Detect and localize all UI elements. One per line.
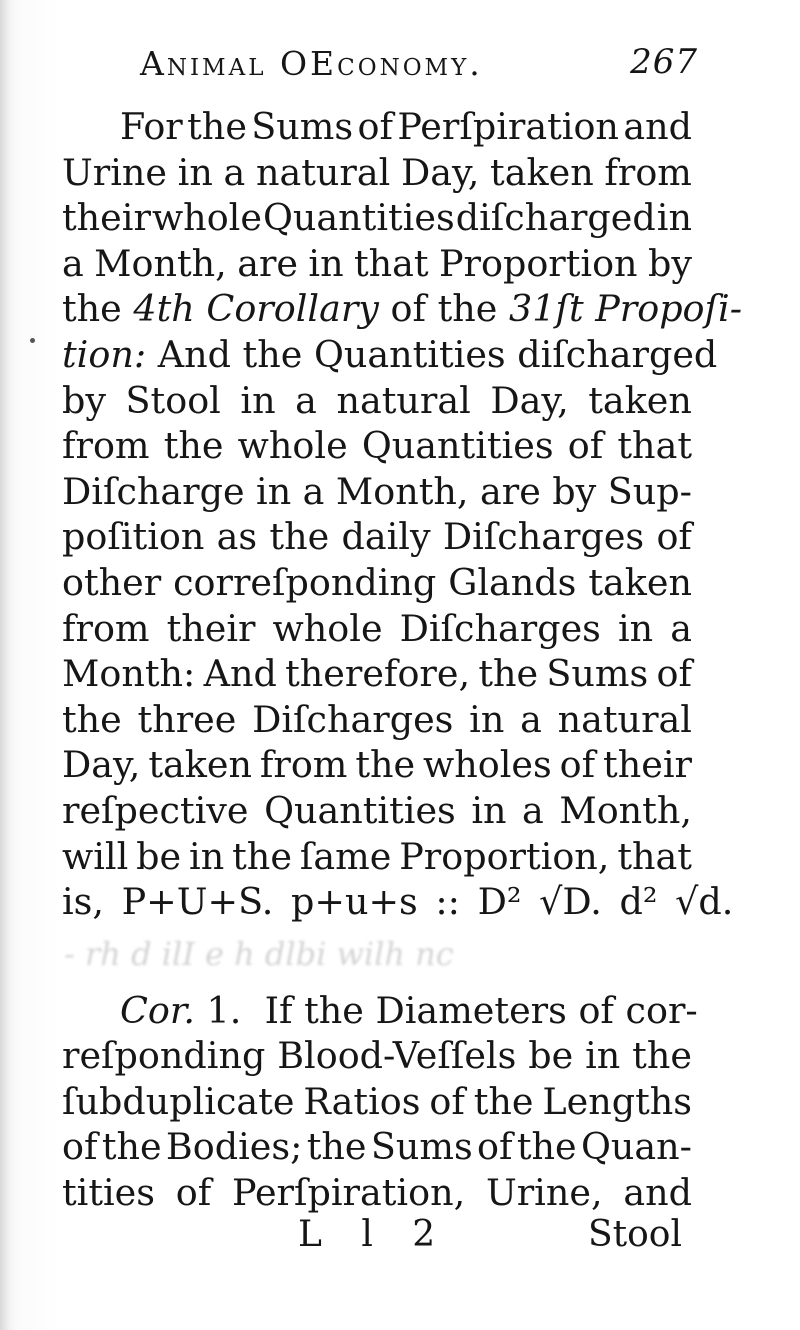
text-line — [62, 606, 692, 652]
word: tities — [62, 1171, 156, 1215]
word: in — [256, 469, 292, 513]
word: the — [516, 1125, 577, 1169]
text-line — [62, 697, 692, 743]
word: whole — [237, 424, 348, 468]
word: Quantities — [262, 196, 455, 240]
word: wholes — [423, 743, 552, 787]
running-title: Animal OEconomy. — [140, 44, 483, 83]
body-text — [62, 104, 743, 1216]
word: taken — [490, 150, 594, 194]
word: therefore, — [285, 652, 471, 696]
word: taken — [148, 743, 252, 787]
text-fragment: And the Quantities diſcharged — [146, 332, 718, 376]
catchword: Stool — [588, 1214, 682, 1255]
word: be — [528, 1034, 574, 1078]
word: that — [353, 241, 429, 285]
word: are — [479, 469, 541, 513]
word: the — [101, 1125, 162, 1169]
word: in — [240, 378, 276, 422]
text-line — [62, 1124, 692, 1170]
word: whole — [272, 606, 383, 650]
page-number: 267 — [630, 42, 698, 82]
word: Proportion — [438, 241, 638, 285]
word: a — [520, 697, 542, 741]
word: Urine, — [485, 1171, 603, 1215]
proposition-reference: 31ſt Propoſi- — [508, 287, 743, 331]
word: Sums — [251, 105, 354, 148]
word: from — [62, 606, 150, 650]
word: Month, — [335, 469, 469, 513]
word: Glands — [448, 560, 577, 604]
word: that — [617, 834, 692, 878]
word: in — [585, 1034, 621, 1078]
word: natural — [336, 378, 471, 422]
word: Quan- — [580, 1125, 692, 1169]
proposition-reference-end: tion: — [62, 332, 147, 376]
word: are — [237, 241, 298, 285]
text-line — [62, 1033, 692, 1079]
word: Diſcharges — [252, 697, 454, 741]
corollary-label: Cor. — [120, 988, 195, 1032]
word: Month, — [94, 241, 227, 285]
word: Stool — [125, 378, 221, 422]
ink-speck — [30, 338, 35, 343]
word: will — [62, 834, 129, 878]
word: their — [166, 606, 256, 650]
word: correſponding — [173, 560, 437, 604]
word: of — [477, 1125, 513, 1169]
word: and — [623, 105, 692, 148]
word: the — [478, 652, 539, 696]
word: from — [62, 424, 150, 468]
word: reſponding — [62, 1034, 266, 1078]
word: Day, — [400, 150, 480, 194]
text-line — [62, 332, 718, 378]
word: from — [604, 150, 692, 194]
text-line — [62, 514, 692, 560]
word: in — [177, 150, 213, 194]
word: Day, — [490, 378, 569, 422]
paragraph-gap — [62, 925, 692, 988]
word: by — [552, 469, 597, 513]
running-head — [140, 38, 700, 98]
word: by — [647, 241, 692, 285]
word: Bodies; — [165, 1125, 303, 1169]
word: of — [429, 1079, 465, 1123]
word: of — [567, 424, 604, 468]
corollary-reference: 4th Corollary — [133, 287, 379, 331]
word: of — [656, 652, 692, 696]
word: the — [187, 105, 247, 148]
word: three — [137, 697, 237, 741]
word: ſame — [299, 834, 392, 878]
word: of — [559, 743, 596, 787]
word: Diſcharges — [442, 515, 645, 559]
text-fragment: the — [62, 287, 134, 331]
word: be — [136, 834, 182, 878]
word: the — [269, 515, 330, 559]
word: of — [357, 105, 394, 148]
word: as — [216, 515, 258, 559]
word: from — [259, 743, 348, 787]
word: Day, — [62, 743, 141, 787]
word: Ratios — [303, 1079, 421, 1123]
word: of — [656, 515, 692, 559]
word: Blood-Veſſels — [277, 1034, 517, 1078]
word: natural — [255, 150, 391, 194]
word: natural — [557, 697, 692, 741]
word: the — [306, 1125, 367, 1169]
word: of — [175, 1171, 212, 1215]
word: Quantities — [264, 788, 456, 832]
word: Diſcharge — [62, 469, 245, 513]
text-line — [62, 150, 692, 196]
word: a — [522, 788, 544, 832]
text-line — [62, 469, 692, 515]
word: the — [473, 1079, 534, 1123]
word: whole — [151, 196, 262, 240]
word: And — [203, 652, 277, 696]
show-through: - rh d ilI e h dlbi wilh nc — [64, 935, 454, 973]
word: in — [469, 697, 505, 741]
text-line — [62, 241, 692, 287]
word: in — [189, 834, 225, 878]
word: diſcharged — [455, 196, 656, 240]
corollary-heading-line — [62, 988, 698, 1034]
word: a — [295, 378, 317, 422]
text-fragment: 1. If the Diameters of cor- — [194, 988, 698, 1032]
text-line — [62, 742, 692, 788]
word: the — [355, 743, 416, 787]
text-line — [62, 1079, 692, 1125]
word: For — [120, 105, 183, 148]
word: in — [656, 196, 692, 240]
word: that — [617, 424, 692, 468]
word: Sup- — [607, 469, 692, 513]
text-fragment: of the — [378, 287, 509, 331]
word: taken — [588, 378, 692, 422]
word: their — [62, 196, 151, 240]
word: a — [670, 606, 692, 650]
text-line — [62, 195, 692, 241]
word: Proportion, — [399, 834, 610, 878]
word: in — [308, 241, 344, 285]
word: taken — [588, 560, 692, 604]
text-line — [62, 104, 692, 150]
text-line — [62, 378, 692, 424]
word: Perſpiration — [397, 105, 619, 148]
word: the — [62, 697, 122, 741]
word: daily — [341, 515, 431, 559]
word: other — [62, 560, 162, 604]
word: in — [471, 788, 507, 832]
word: in — [617, 606, 654, 650]
word: Urine — [62, 150, 167, 194]
word: and — [623, 1171, 692, 1215]
proportion-formula: is, P+U+S. p+u+s :: D² √D. d² √d. — [62, 880, 734, 924]
text-line — [62, 560, 692, 606]
text-line — [62, 834, 692, 880]
text-line — [62, 788, 692, 834]
spine-shadow — [0, 0, 14, 1330]
text-line — [62, 423, 692, 469]
word: Quantities — [361, 424, 554, 468]
word: the — [163, 424, 224, 468]
word: Sums — [546, 652, 649, 696]
text-line-citation — [62, 286, 743, 332]
word: of — [62, 1125, 98, 1169]
word: a — [302, 469, 325, 513]
word: the — [632, 1034, 692, 1078]
word: the — [232, 834, 292, 878]
word: their — [603, 743, 692, 787]
word: Month, — [559, 788, 692, 832]
word: by — [62, 378, 106, 422]
text-line — [62, 1170, 692, 1216]
word: poſition — [62, 515, 205, 559]
word: reſpective — [62, 788, 249, 832]
word: Month: — [62, 652, 196, 696]
word: Sums — [370, 1125, 473, 1169]
signature-mark: L l 2 — [298, 1214, 450, 1255]
word: Diſcharges — [399, 606, 601, 650]
word: Perſpiration, — [232, 1171, 466, 1215]
text-line — [62, 651, 692, 697]
word: Lengths — [542, 1079, 692, 1123]
word: a — [223, 150, 246, 194]
page-footer — [62, 1214, 682, 1262]
word: a — [62, 241, 84, 285]
word: ſubduplicate — [62, 1079, 295, 1123]
